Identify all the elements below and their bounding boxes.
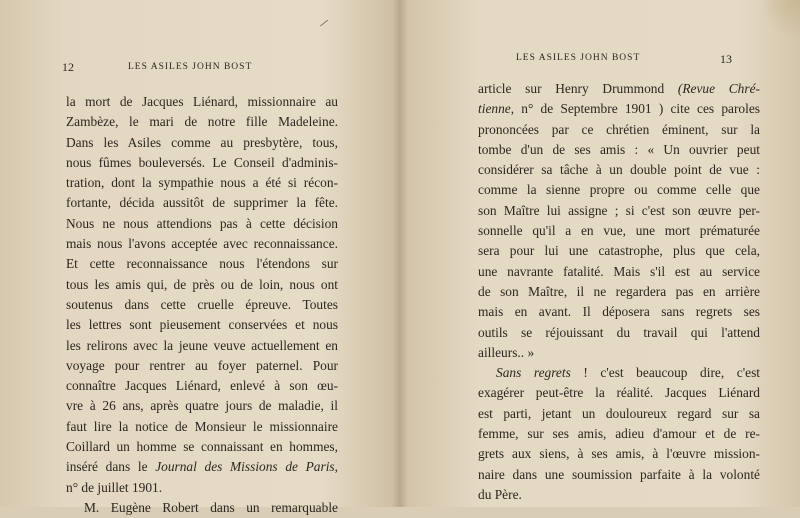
right-page [402, 0, 800, 507]
text-line: tous les amis qui, de près ou de loin, nous ont [66, 276, 338, 292]
text-line [478, 99, 760, 119]
text-segment: inséré dans le [66, 459, 156, 475]
text-segment: , [334, 459, 338, 475]
text-line: vre à 26 ans, après quatre jours de maladie, il [66, 398, 338, 414]
text-line: Zambèze, le mari de notre fille Madeleine. [66, 114, 338, 130]
pencil-mark: ⁄ [320, 17, 328, 30]
text-line: Nous ne nous attendions pas à cette décision [66, 215, 338, 231]
left-page [0, 0, 398, 515]
text-line: mais en avant. Il déposera sans regrets ses [478, 304, 760, 320]
text-line: connaître Jacques Liénard, enlevé à son œu- [66, 378, 338, 394]
text-line: exagérer peut-être la réalité. Jacques Liénard [478, 385, 760, 401]
text-line: Coillard un homme se connaissant en hommes, [66, 439, 338, 455]
text-line: est parti, jetant un douloureux regard sur sa [478, 405, 760, 421]
text-line: Et cette reconnaissance nous l'étendons sur [66, 256, 338, 272]
text-line: ailleurs.. » [478, 344, 535, 360]
text-segment: article sur Henry Drummond [478, 81, 678, 96]
text-line: naire dans une soumission parfaite à la volonté [478, 466, 760, 482]
text-line: la mort de Jacques Liénard, missionnaire au [66, 94, 338, 109]
text-line: du Père. [478, 486, 522, 502]
text-line: sera pour lui une catastrophe, plus que cela, [478, 243, 760, 259]
text-line: son Maître lui assigne ; si c'est son œuvre per- [478, 202, 760, 218]
text-line: les relirons avec la jeune veuve actuellement en [66, 337, 338, 353]
text-line: voyage pour rentrer au foyer paternel. Pour [66, 357, 338, 373]
emphasis-text: Sans regrets [496, 365, 571, 381]
text-line: n° de juillet 1901. [66, 479, 163, 495]
text-line: soutenus dans cette cruelle épreuve. Toutes [66, 296, 338, 312]
text-line [478, 79, 760, 99]
text-line: outils se réjouissant du travail qui l'attend [478, 324, 760, 340]
journal-title: Journal des Missions de Paris [155, 459, 335, 475]
left-body-text [66, 92, 338, 518]
review-title: tienne [478, 101, 511, 117]
right-page-number: 13 [720, 52, 732, 66]
text-line: tombe d'un de ses amis : « Un ouvrier peut [478, 141, 760, 157]
text-line: nous fûmes bouleversés. Le Conseil d'adminis- [66, 154, 338, 170]
text-line: prononcées par ce chrétien éminent, sur la [478, 121, 760, 137]
text-line: fortante, décida aussitôt de supprimer la fête. [66, 195, 338, 211]
text-line: sonnelle qu'il a en vue, une mort prématurée [478, 223, 760, 239]
left-page-number: 12 [62, 60, 74, 74]
text-line: mais nous l'avons acceptée avec reconnaissance. [66, 236, 338, 252]
text-line: de son Maître, il ne regardera pas en arrière [478, 283, 760, 299]
text-segment: , n° de Septembre 1901 ) cite ces paroles [510, 101, 760, 117]
text-line: considérer sa tâche à un double point de vue : [478, 162, 760, 178]
text-line [478, 363, 760, 383]
text-line: Dans les Asiles comme au presbytère, tous, [66, 134, 338, 150]
text-segment: ! c'est beaucoup dire, c'est [570, 365, 760, 381]
text-line: comme la sienne propre ou comme celle que [478, 182, 760, 198]
right-running-head: LES ASILES JOHN BOST [516, 53, 641, 63]
text-line: femme, sur ses amis, adieu d'amour et de re- [478, 426, 760, 442]
text-line: M. Eugène Robert dans un remarquable [84, 499, 338, 515]
review-title: (Revue Chré- [677, 81, 760, 96]
right-body-text [478, 79, 760, 505]
text-line: une navrante fatalité. Mais s'il est au service [478, 263, 760, 279]
text-line: les lettres sont pieusement conservées et nous [66, 317, 338, 333]
text-line: grets aux siens, à ses amis, à l'œuvre mission- [478, 446, 760, 462]
left-running-head: LES ASILES JOHN BOST [128, 62, 253, 72]
text-line [66, 457, 338, 477]
text-line: faut lire la notice de Monsieur le missionnaire [66, 418, 338, 434]
text-line: tration, dont la sympathie nous a été si récon- [66, 175, 338, 191]
